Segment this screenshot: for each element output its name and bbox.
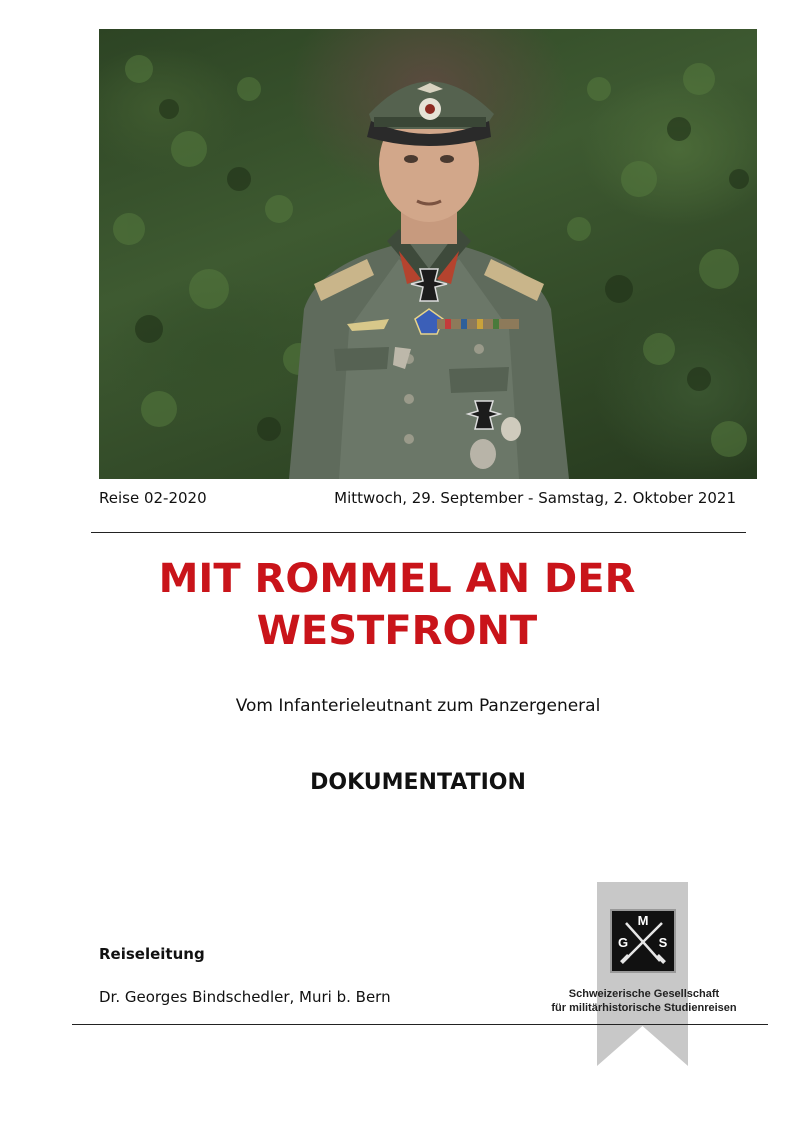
logo-letter-top: M [637, 913, 649, 928]
title-line-2: WESTFRONT [256, 608, 538, 654]
document-title [0, 553, 794, 657]
logo-letter-right: S [658, 935, 668, 950]
leadership-name: Dr. Georges Bindschedler, Muri b. Bern [99, 988, 391, 1006]
title-line-1: MIT ROMMEL AN DER [158, 556, 636, 602]
organization-name-line-2: für militärhistorische Studienreisen [551, 1002, 737, 1014]
logo-letter-left: G [617, 935, 629, 950]
organization-name [520, 987, 768, 1015]
divider-top [91, 532, 746, 533]
organization-name-line-1: Schweizerische Gesellschaft [568, 988, 720, 1000]
document-subtitle: Vom Infanterieleutnant zum Panzergeneral [235, 696, 601, 716]
leadership-heading: Reiseleitung [99, 945, 205, 963]
trip-code: Reise 02-2020 [99, 489, 207, 507]
crossed-swords-icon [612, 911, 674, 971]
cover-photo [99, 29, 757, 479]
portrait-illustration [99, 29, 757, 479]
divider-bottom [72, 1024, 768, 1025]
gms-logo [610, 909, 676, 973]
document-type-label: DOKUMENTATION [310, 770, 526, 795]
trip-dates: Mittwoch, 29. September - Samstag, 2. Oktober 2021 [334, 489, 736, 507]
